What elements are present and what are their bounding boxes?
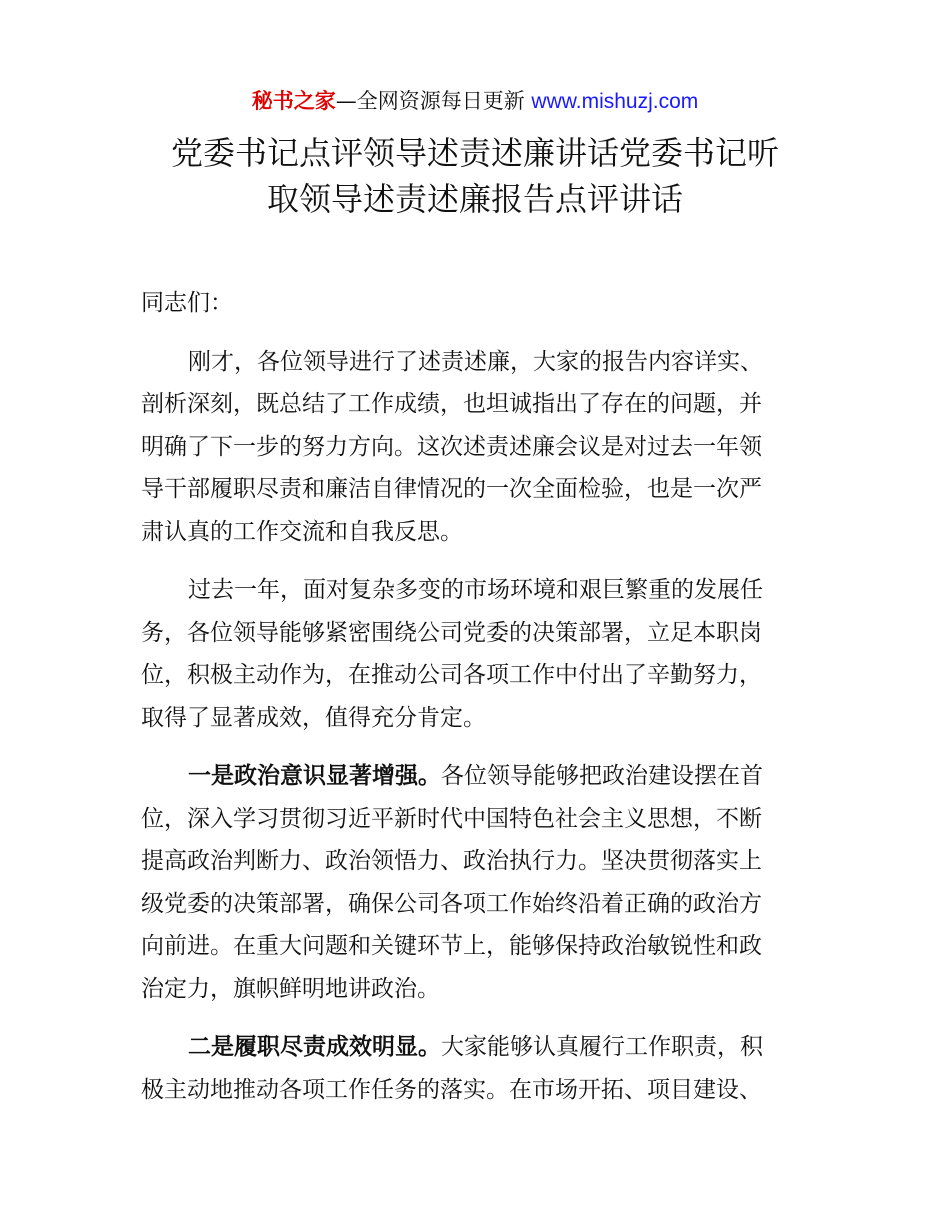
paragraph-2 <box>141 569 813 739</box>
paragraph-line: 务，各位领导能够紧密围绕公司党委的决策部署，立足本职岗 <box>141 619 762 646</box>
paragraph-line: 取得了显著成效，值得充分肯定。 <box>141 704 486 731</box>
site-header <box>0 86 950 117</box>
paragraph-1 <box>141 341 813 554</box>
paragraph-line: 治定力，旗帜鲜明地讲政治。 <box>141 975 440 1002</box>
paragraph-line: 过去一年，面对复杂多变的市场环境和艰巨繁重的发展任 <box>188 577 763 603</box>
paragraph-line: 刚才，各位领导进行了述责述廉，大家的报告内容详实、 <box>188 348 763 375</box>
paragraph-line: 提高政治判断力、政治领悟力、政治执行力。坚决贯彻落实上 <box>141 848 762 874</box>
header-tagline: —全网资源每日更新 <box>335 89 532 113</box>
paragraph-lead: 二是履职尽责成效明显。 <box>188 1034 441 1060</box>
paragraph-line: 向前进。在重大问题和关键环节上，能够保持政治敏锐性和政 <box>141 933 762 959</box>
paragraph-line: 明确了下一步的努力方向。这次述责述廉会议是对过去一年领 <box>141 433 762 460</box>
paragraph-line: 剖析深刻，既总结了工作成绩，也坦诚指出了存在的问题，并 <box>141 391 762 417</box>
document-body <box>141 282 813 1127</box>
paragraph-4 <box>141 1026 813 1111</box>
paragraph-line: 导干部履职尽责和廉洁自律情况的一次全面检验，也是一次严 <box>141 476 762 502</box>
paragraph-line: 级党委的决策部署，确保公司各项工作始终沿着正确的政治方 <box>141 890 762 917</box>
paragraph-line: 肃认真的工作交流和自我反思。 <box>141 518 463 545</box>
paragraph-text: 各位领导能够把政治建设摆在首 <box>441 763 763 789</box>
paragraph-first-line <box>141 1026 813 1069</box>
paragraph-line: 位，深入学习贯彻习近平新时代中国特色社会主义思想，不断 <box>141 805 762 832</box>
site-url: www.mishuzj.com <box>531 90 699 113</box>
paragraph-line: 位，积极主动作为，在推动公司各项工作中付出了辛勤努力， <box>141 662 762 688</box>
paragraph-first-line <box>141 755 813 798</box>
paragraph-line: 极主动地推动各项工作任务的落实。在市场开拓、项目建设、 <box>141 1076 762 1103</box>
paragraph-text: 大家能够认真履行工作职责，积 <box>441 1034 763 1060</box>
brand-name: 秘书之家 <box>251 89 336 113</box>
paragraph-lead: 一是政治意识显著增强。 <box>188 763 441 789</box>
salutation: 同志们： <box>141 290 233 316</box>
title-line-1: 党委书记点评领导述责述廉讲话党委书记听 <box>170 134 779 172</box>
title-line-2: 取领导述责述廉报告点评讲话 <box>266 180 683 218</box>
paragraph-3 <box>141 755 813 1010</box>
document-title <box>130 130 820 222</box>
